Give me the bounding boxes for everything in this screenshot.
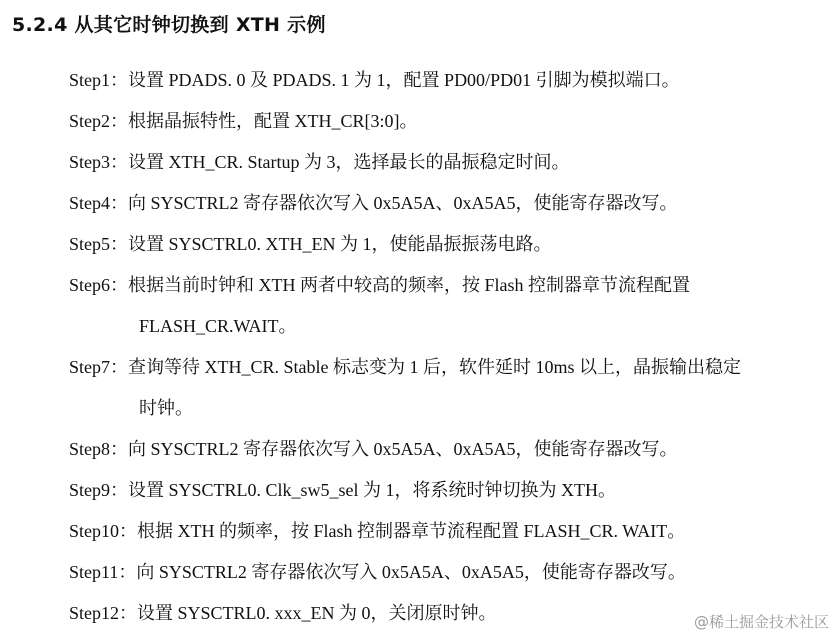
step-item [69, 347, 829, 388]
watermark: @稀土掘金技术社区 [693, 613, 829, 631]
step-item [69, 183, 829, 224]
step-item [69, 470, 829, 511]
step-label: Step2： [69, 111, 129, 131]
step-label: Step8： [69, 439, 129, 459]
step-label: Step11： [69, 562, 137, 582]
step-item [69, 60, 829, 101]
step-text: 根据晶振特性，配置 XTH_CR[3:0]。 [128, 111, 418, 131]
step-label: Step12： [69, 603, 138, 623]
step-text: 设置 SYSCTRL0. xxx_EN 为 0，关闭原时钟。 [137, 603, 497, 623]
step-item [69, 511, 829, 552]
step-text: 查询等待 XTH_CR. Stable 标志变为 1 后，软件延时 10ms 以上，晶振输出稳定 [128, 357, 742, 377]
step-label: Step6： [69, 275, 129, 295]
step-item [69, 142, 829, 183]
section-heading: 5.2.4 从其它时钟切换到 XTH 示例 [12, 14, 326, 36]
step-text: 向 SYSCTRL2 寄存器依次写入 0x5A5A、0xA5A5，使能寄存器改写。 [128, 439, 678, 459]
step-label: Step7： [69, 357, 129, 377]
step-label: Step4： [69, 193, 129, 213]
step-item [69, 429, 829, 470]
step-text: 设置 PDADS. 0 及 PDADS. 1 为 1，配置 PD00/PD01 引脚为模拟端口。 [128, 70, 680, 90]
step-label: Step3： [69, 152, 129, 172]
steps-list [69, 60, 829, 634]
step-label: Step1： [69, 70, 129, 90]
step-continuation: FLASH_CR.WAIT。 [139, 316, 297, 336]
step-text: 根据 XTH 的频率，按 Flash 控制器章节流程配置 FLASH_CR. WAIT。 [137, 521, 686, 541]
step-continuation: 时钟。 [139, 398, 193, 418]
step-text: 设置 XTH_CR. Startup 为 3，选择最长的晶振稳定时间。 [128, 152, 570, 172]
step-item [69, 101, 829, 142]
step-text: 设置 SYSCTRL0. XTH_EN 为 1，使能晶振振荡电路。 [128, 234, 552, 254]
step-label: Step5： [69, 234, 129, 254]
step-item [69, 552, 829, 593]
step-label: Step9： [69, 480, 129, 500]
step-text: 向 SYSCTRL2 寄存器依次写入 0x5A5A、0xA5A5，使能寄存器改写。 [136, 562, 686, 582]
step-label: Step10： [69, 521, 138, 541]
step-text: 向 SYSCTRL2 寄存器依次写入 0x5A5A、0xA5A5，使能寄存器改写。 [128, 193, 678, 213]
step-text: 设置 SYSCTRL0. Clk_sw5_sel 为 1，将系统时钟切换为 XTH。 [128, 480, 617, 500]
step-item [69, 265, 829, 306]
step-text: 根据当前时钟和 XTH 两者中较高的频率，按 Flash 控制器章节流程配置 [128, 275, 691, 295]
step-item [69, 224, 829, 265]
